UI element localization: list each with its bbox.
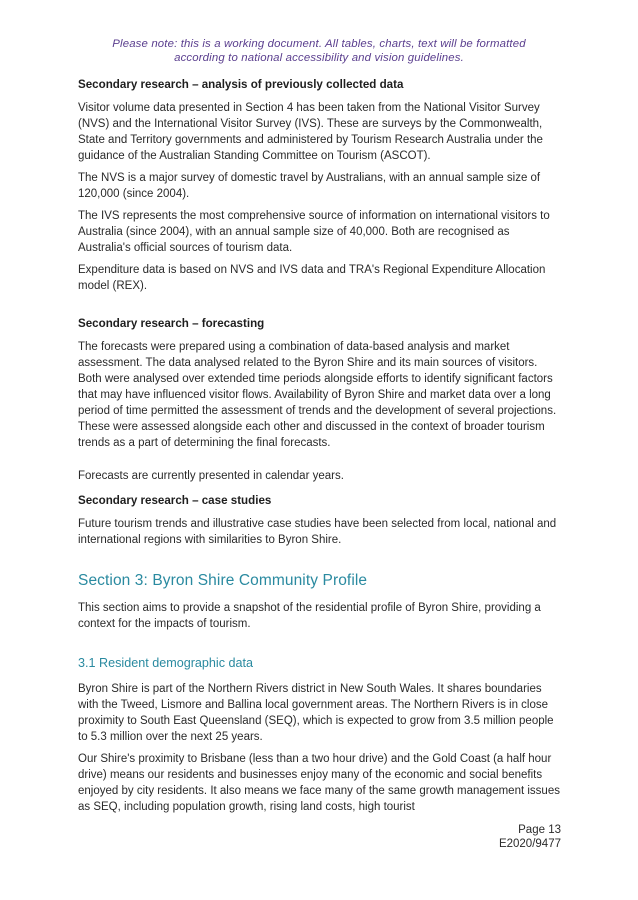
working-document-notice <box>60 38 578 65</box>
paragraph: Byron Shire is part of the Northern Rivers district in New South Wales. It shares boundaries with the Tweed, Lismore and Ballina local government areas. The Northern Rivers is in close proximity to South East Queensland (SEQ), which is expected to grow from 3.5 million people to 5.3 million over the next 25 years. <box>78 683 554 743</box>
paragraph: Visitor volume data presented in Section 4 has been taken from the National Visitor Survey (NVS) and the International Visitor Survey (IVS). These are surveys by the Commonwealth, State and Territory governments and administered by Tourism Research Australia under the guidance of the Australian Standing Committee on Tourism (ASCOT). <box>78 102 543 162</box>
paragraph: Expenditure data is based on NVS and IVS data and TRA's Regional Expenditure Allocation model (REX). <box>78 264 546 292</box>
heading-secondary-analysis: Secondary research – analysis of previously collected data <box>78 78 404 91</box>
main-content <box>78 78 564 821</box>
paragraph: Our Shire's proximity to Brisbane (less than a two hour drive) and the Gold Coast (a half hour drive) means our residents and businesses enjoy many of the economic and social benefits enjoyed by city residents. It also means we face many of the same growth management issues as SEQ, including population growth, rising land costs, high tourist <box>78 753 560 813</box>
paragraph: Forecasts are currently presented in calendar years. <box>78 470 344 482</box>
heading-secondary-forecasting: Secondary research – forecasting <box>78 317 265 330</box>
subsection-3-1-title: 3.1 Resident demographic data <box>78 656 254 670</box>
section-3-title: Section 3: Byron Shire Community Profile <box>78 572 368 589</box>
paragraph: Future tourism trends and illustrative case studies have been selected from local, national and international regions with similarities to Byron Shire. <box>78 518 557 546</box>
paragraph: The IVS represents the most comprehensive source of information on international visitors to Australia (since 2004), with an annual sample size of 40,000. Both are recognised as Australia's official sources of tourism data. <box>78 210 550 254</box>
notice-line-1: Please note: this is a working document. All tables, charts, text will be formatted <box>112 38 526 50</box>
paragraph: This section aims to provide a snapshot of the residential profile of Byron Shire, providing a context for the impacts of tourism. <box>78 602 541 630</box>
document-reference: E2020/9477 <box>498 838 561 850</box>
paragraph: The forecasts were prepared using a combination of data-based analysis and market assessment. The data analysed related to the Byron Shire and its main sources of visitors. Both were analysed over extended time periods alongside efforts to identify significant factors that may have influenced visitor flows. Availability of Byron Shire and market data over a long period of time permitted the assessment of trends and the development of several projections. These were assessed alongside each other and discussed in the context of broader tourism trends as a part of determining the final forecasts. <box>78 341 557 449</box>
notice-line-2: according to national accessibility and vision guidelines. <box>174 51 464 64</box>
heading-secondary-case-studies: Secondary research – case studies <box>78 494 272 507</box>
page-footer <box>499 823 561 851</box>
page-number: Page 13 <box>518 824 561 836</box>
paragraph: The NVS is a major survey of domestic travel by Australians, with an annual sample size of 120,000 (since 2004). <box>78 172 541 200</box>
